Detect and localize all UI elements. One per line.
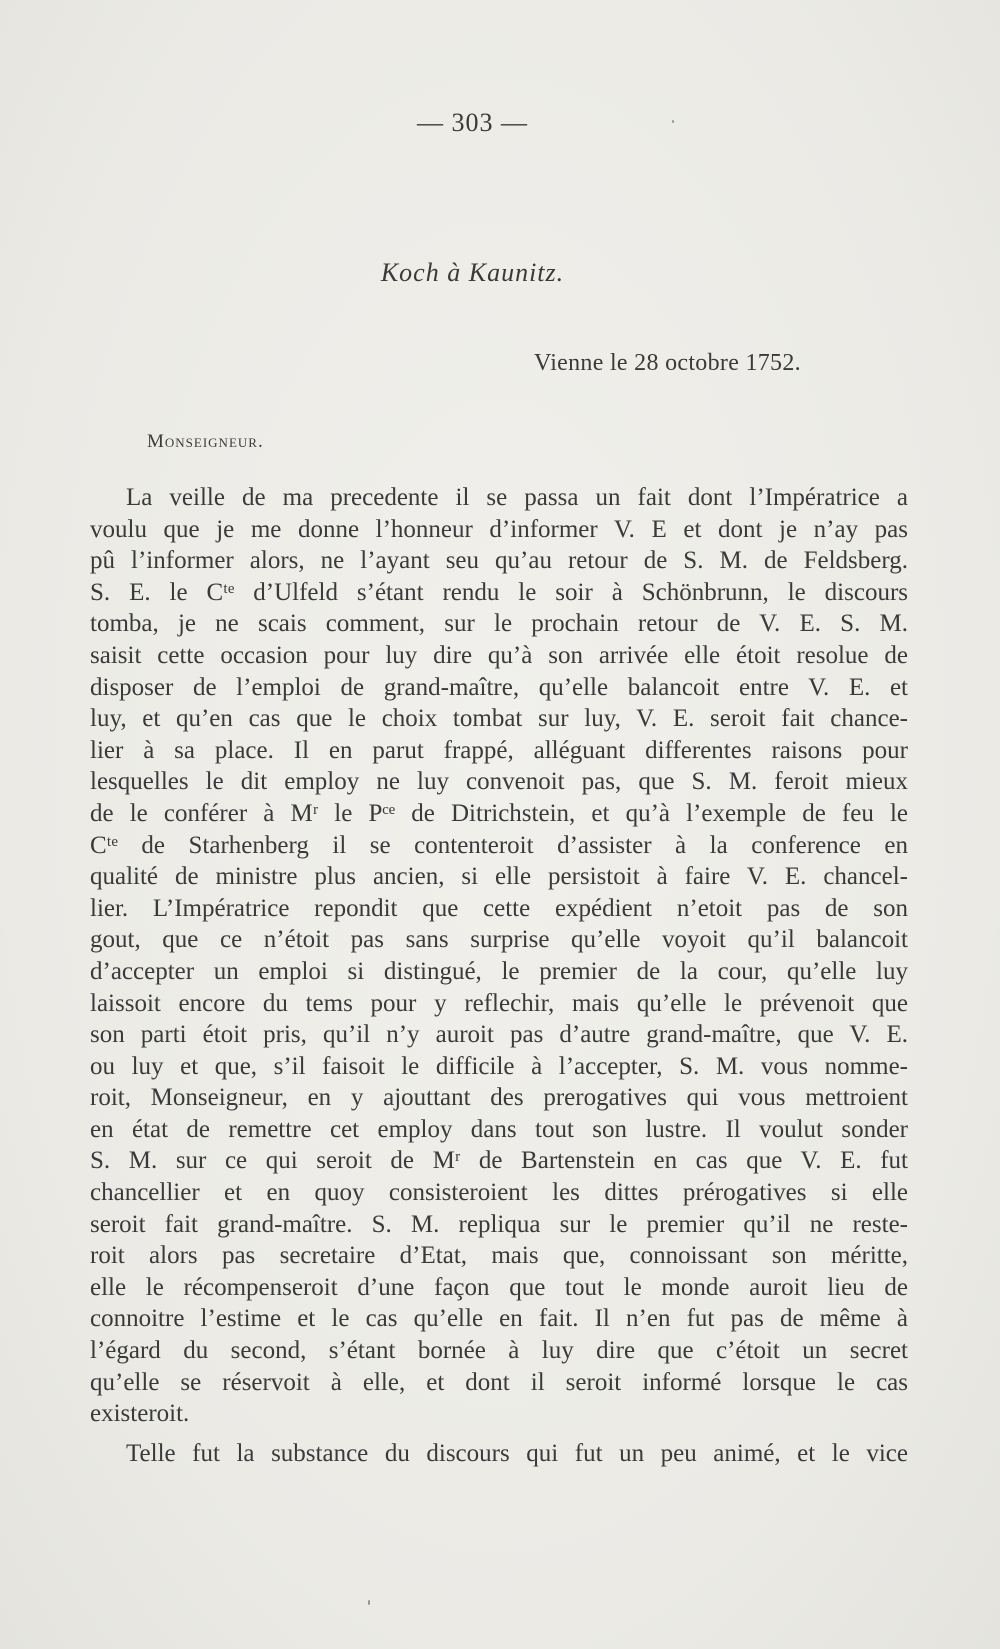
page-number: — 303 — xyxy=(417,108,528,137)
body-line: qu’elle se réservoit à elle, et dont il seroit informé lorsque le cas xyxy=(90,1368,908,1396)
body-line: La veille de ma precedente il se passa un fait dont l’Impératrice a xyxy=(126,484,908,511)
body-line: seroit fait grand-maître. S. M. repliqua sur le premier qu’il ne reste- xyxy=(90,1210,908,1238)
dateline: Vienne le 28 octobre 1752. xyxy=(534,350,801,376)
body-line: disposer de l’emploi de grand-maître, qu’elle balancoit entre V. E. et xyxy=(90,673,908,701)
letter-body xyxy=(90,482,908,1469)
body-line: en état de remettre cet employ dans tout son lustre. Il voulut sonder xyxy=(90,1115,908,1143)
body-line: roit alors pas secretaire d’Etat, mais que, connoissant son méritte, xyxy=(90,1242,908,1270)
salutation: Monseigneur. xyxy=(147,431,264,452)
body-line: l’égard du second, s’étant bornée à luy dire que c’étoit un secret xyxy=(90,1337,908,1365)
body-line: ou luy et que, s’il faisoit le difficile à l’accepter, S. M. vous nomme- xyxy=(90,1052,908,1080)
body-line: qualité de ministre plus ancien, si elle persistoit à faire V. E. chancel- xyxy=(90,863,908,891)
body-line: tomba, je ne scais comment, sur le prochain retour de V. E. S. M. xyxy=(90,610,908,638)
body-line: d’accepter un emploi si distingué, le premier de la cour, qu’elle luy xyxy=(90,957,908,985)
body-line: son parti étoit pris, qu’il n’y auroit pas d’autre grand-maître, que V. E. xyxy=(90,1021,908,1049)
body-line: S. M. sur ce qui seroit de Mʳ de Bartenstein en cas que V. E. fut xyxy=(90,1147,908,1175)
body-line: chancellier et en quoy consisteroient les dittes prérogatives si elle xyxy=(90,1179,908,1207)
body-line: Telle fut la substance du discours qui fut un peu animé, et le vice xyxy=(126,1439,908,1467)
body-line: gout, que ce n’étoit pas sans surprise qu’elle voyoit qu’il balancoit xyxy=(90,926,908,954)
paper-speck xyxy=(368,1600,370,1605)
body-line: roit, Monseigneur, en y ajouttant des prerogatives qui vous mettroient xyxy=(90,1084,908,1112)
body-line: elle le récompenseroit d’une façon que tout le monde auroit lieu de xyxy=(90,1273,908,1301)
body-line: connoitre l’estime et le cas qu’elle en fait. Il n’en fut pas de même à xyxy=(90,1305,908,1333)
body-line: pû l’informer alors, ne l’ayant seu qu’au retour de S. M. de Feldsberg. xyxy=(90,547,908,575)
body-line: existeroit. xyxy=(90,1400,190,1428)
body-line: lier. L’Impératrice repondit que cette expédient n’etoit pas de son xyxy=(90,894,908,922)
body-line: luy, et qu’en cas que le choix tombat sur luy, V. E. seroit fait chance- xyxy=(90,705,908,733)
body-line: lier à sa place. Il en parut frappé, alléguant differentes raisons pour xyxy=(90,736,908,764)
body-line: voulu que je me donne l’honneur d’informer V. E et dont je n’ay pas xyxy=(90,515,908,543)
letter-title: Koch à Kaunitz. xyxy=(380,258,565,287)
paper-speck xyxy=(672,120,674,123)
body-line: de le conférer à Mʳ le Pᶜᵉ de Ditrichstein, et qu’à l’exemple de feu le xyxy=(90,799,908,827)
body-line: lesquelles le dit employ ne luy convenoit pas, que S. M. feroit mieux xyxy=(90,768,908,796)
body-line: laissoit encore du tems pour y reflechir, mais qu’elle le prévenoit que xyxy=(90,989,908,1017)
body-line: S. E. le Cᵗᵉ d’Ulfeld s’étant rendu le soir à Schönbrunn, le discours xyxy=(90,578,908,606)
body-line: Cᵗᵉ de Starhenberg il se contenteroit d’assister à la conference en xyxy=(90,831,908,859)
body-line: saisit cette occasion pour luy dire qu’à son arrivée elle étoit resolue de xyxy=(90,641,908,669)
